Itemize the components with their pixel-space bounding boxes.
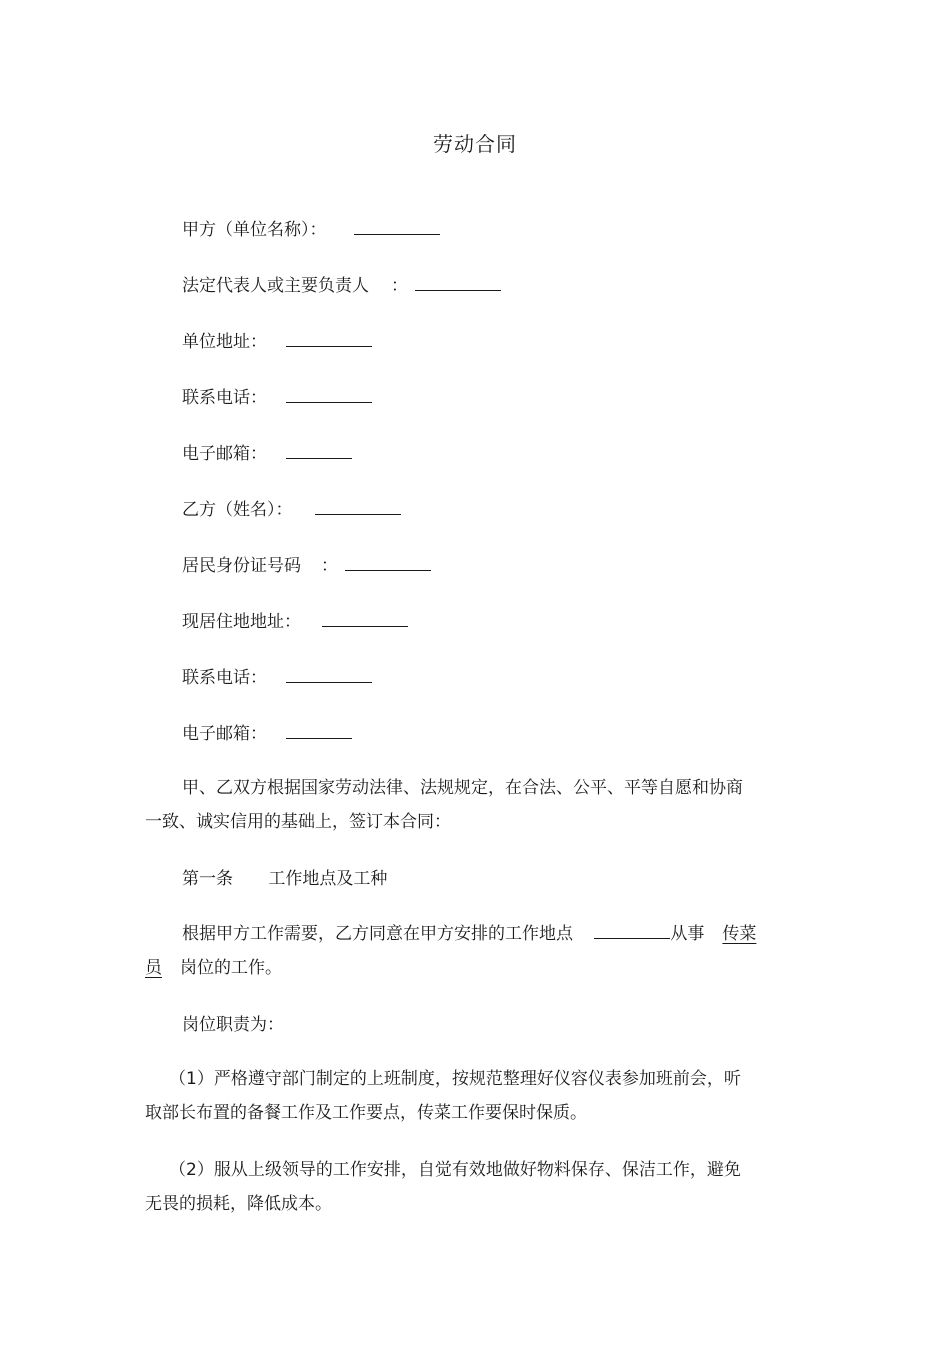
field-email-a bbox=[182, 442, 352, 465]
field-party-a bbox=[182, 218, 440, 241]
field-label: 电子邮箱： bbox=[182, 444, 267, 464]
field-label: 法定代表人或主要负责人 bbox=[182, 276, 369, 296]
blank-line bbox=[415, 274, 501, 291]
work-text: 从事 bbox=[670, 924, 705, 944]
field-colon: ： bbox=[391, 276, 408, 296]
work-text: 岗位的工作。 bbox=[180, 958, 282, 978]
field-label: 电子邮箱： bbox=[182, 724, 267, 744]
document-title: 劳动合同 bbox=[433, 132, 517, 156]
field-label: 居民身份证号码 bbox=[182, 556, 301, 576]
duty-item-2 bbox=[145, 1153, 790, 1221]
blank-line bbox=[345, 554, 431, 571]
intro-line-2: 一致、诚实信用的基础上，签订本合同： bbox=[145, 812, 451, 832]
work-paragraph bbox=[145, 917, 790, 985]
duty-line: 无畏的损耗，降低成本。 bbox=[145, 1194, 332, 1214]
work-text: 根据甲方工作需要，乙方同意在甲方安排的工作地点 bbox=[182, 924, 573, 944]
work-line-1 bbox=[145, 917, 790, 951]
intro-paragraph bbox=[145, 771, 790, 839]
field-phone-b bbox=[182, 666, 372, 689]
blank-line bbox=[286, 722, 352, 739]
field-id-number bbox=[182, 554, 431, 577]
field-label: 联系电话： bbox=[182, 668, 267, 688]
field-phone-a bbox=[182, 386, 372, 409]
blank-line bbox=[286, 666, 372, 683]
job-title-underlined: 传菜 bbox=[722, 924, 757, 944]
blank-line bbox=[286, 330, 372, 347]
blank-line bbox=[286, 386, 372, 403]
blank-line bbox=[594, 922, 670, 939]
field-unit-address bbox=[182, 330, 372, 353]
article-title: 工作地点及工种 bbox=[268, 869, 388, 889]
article-label: 第一条 bbox=[182, 869, 233, 889]
blank-line bbox=[286, 442, 352, 459]
field-label: 乙方（姓名）： bbox=[182, 500, 293, 520]
blank-line bbox=[322, 610, 408, 627]
blank-line bbox=[315, 498, 401, 515]
duty-line: （2）服从上级领导的工作安排，自觉有效地做好物料保存、保洁工作，避免 bbox=[169, 1160, 741, 1180]
field-label: 联系电话： bbox=[182, 388, 267, 408]
field-email-b bbox=[182, 722, 352, 745]
job-title-underlined: 员 bbox=[145, 958, 162, 978]
duty-line: （1）严格遵守部门制定的上班制度，按规范整理好仪容仪表参加班前会，听 bbox=[169, 1069, 741, 1089]
duty-item-1 bbox=[145, 1062, 790, 1130]
field-current-address bbox=[182, 610, 408, 633]
intro-line-1: 甲、乙双方根据国家劳动法律、法规规定，在合法、公平、平等自愿和协商 bbox=[182, 778, 743, 798]
blank-line bbox=[354, 218, 440, 235]
field-legal-rep bbox=[182, 274, 501, 297]
article-1-heading bbox=[182, 868, 387, 890]
field-label: 甲方（单位名称）： bbox=[182, 220, 327, 240]
work-line-2 bbox=[145, 951, 790, 985]
field-label: 单位地址： bbox=[182, 332, 267, 352]
field-label: 现居住地地址： bbox=[182, 612, 301, 632]
field-colon: ： bbox=[321, 556, 338, 576]
duties-heading: 岗位职责为： bbox=[182, 1015, 284, 1035]
duty-line: 取部长布置的备餐工作及工作要点，传菜工作要保时保质。 bbox=[145, 1103, 587, 1123]
field-party-b bbox=[182, 498, 401, 521]
